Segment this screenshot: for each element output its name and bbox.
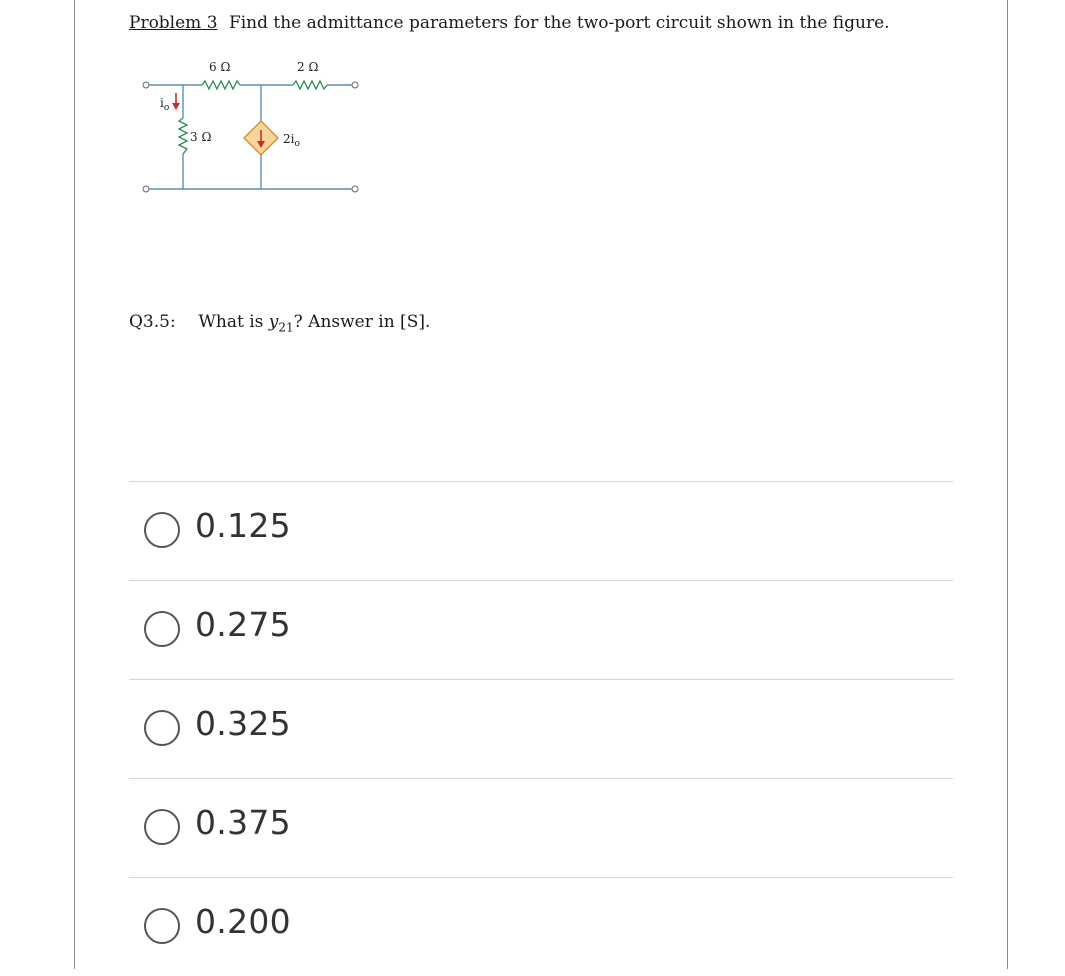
option-label: 0.275: [195, 605, 291, 644]
resistor-6ohm: [202, 81, 240, 89]
terminal-top-left: [143, 82, 149, 88]
answer-options: [129, 481, 953, 976]
page-border-left: [74, 0, 75, 969]
question-suffix: ? Answer in [S].: [293, 312, 431, 332]
label-3ohm: 3 Ω: [190, 130, 212, 144]
question: [129, 312, 430, 334]
problem-text: Find the admittance parameters for the two-port circuit shown in the figure.: [228, 13, 890, 33]
answer-option[interactable]: [129, 481, 953, 580]
terminal-bottom-right: [352, 186, 358, 192]
option-label: 0.200: [195, 902, 291, 941]
label-source-2io: $2i_o$: [283, 132, 300, 149]
answer-option[interactable]: [129, 778, 953, 877]
terminal-bottom-left: [143, 186, 149, 192]
question-prefix: What is: [198, 312, 269, 332]
circuit-diagram: [120, 52, 370, 197]
question-variable: $y_{21}$: [268, 312, 294, 335]
radio-button[interactable]: [144, 809, 180, 845]
page-border-right: [1007, 0, 1008, 969]
problem-label: Problem 3: [129, 13, 218, 33]
answer-option[interactable]: [129, 877, 953, 976]
label-2ohm: 2 Ω: [297, 60, 319, 74]
current-arrow: [172, 93, 180, 110]
answer-option[interactable]: [129, 580, 953, 679]
radio-button[interactable]: [144, 710, 180, 746]
label-6ohm: 6 Ω: [209, 60, 231, 74]
answer-option[interactable]: [129, 679, 953, 778]
radio-button[interactable]: [144, 512, 180, 548]
resistor-2ohm: [293, 81, 327, 89]
option-label: 0.125: [195, 506, 291, 545]
resistor-3ohm: [179, 118, 187, 154]
problem-header: [129, 13, 890, 33]
question-number: Q3.5:: [129, 312, 176, 332]
option-label: 0.375: [195, 803, 291, 842]
label-current-io: $i_o$: [160, 96, 170, 113]
radio-button[interactable]: [144, 908, 180, 944]
option-label: 0.325: [195, 704, 291, 743]
terminal-top-right: [352, 82, 358, 88]
radio-button[interactable]: [144, 611, 180, 647]
